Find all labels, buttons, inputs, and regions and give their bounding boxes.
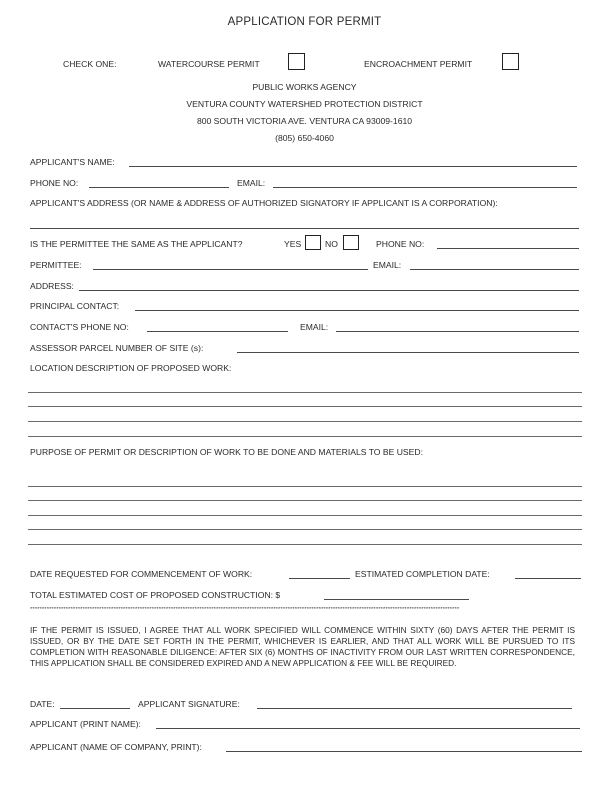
purpose-line-1[interactable] <box>28 486 582 487</box>
applicant-address-field[interactable] <box>30 228 579 229</box>
no-checkbox[interactable] <box>343 235 359 250</box>
email-label: EMAIL: <box>237 178 266 188</box>
purpose-line-4[interactable] <box>28 529 582 530</box>
yes-checkbox[interactable] <box>305 235 321 250</box>
phone-label: PHONE NO: <box>30 178 79 188</box>
location-description-label: LOCATION DESCRIPTION OF PROPOSED WORK: <box>30 363 232 373</box>
phone-label-2: PHONE NO: <box>376 239 425 249</box>
location-line-1[interactable] <box>28 392 582 393</box>
date-field[interactable] <box>60 708 130 709</box>
agreement-text: IF THE PERMIT IS ISSUED, I AGREE THAT ALL WORK SPECIFIED WILL COMMENCE WITHIN SIXTY (60) DAYS AFTER THE PERMIT IS ISSUED, OR BY THE DATE SET FORTH IN THE PERMIT, WHICHEVER IS EARLIER, AND THAT ALL WORK WILL BE PURSUED TO ITS COMPLETION WITH REASONABLE DILIGENCE: AFTER SIX (6) MONTHS OF INACTIVITY FROM OUR LAST WRITTEN CORRESPONDENCE, THIS APPLICATION SHALL BE CONSIDERED EXPIRED AND A NEW APPLICATION & FEE WILL BE REQUIRED. <box>30 625 575 668</box>
location-line-3[interactable] <box>28 421 582 422</box>
email-field[interactable] <box>273 187 577 188</box>
watercourse-permit-label: WATERCOURSE PERMIT <box>158 59 260 69</box>
email-field-3[interactable] <box>336 331 579 332</box>
total-cost-label: TOTAL ESTIMATED COST OF PROPOSED CONSTRUCTION: $ <box>30 590 281 600</box>
agency-address: 800 SOUTH VICTORIA AVE. VENTURA CA 93009-1610 <box>196 116 413 126</box>
applicant-name-label: APPLICANT'S NAME: <box>30 157 115 167</box>
yes-label: YES <box>284 239 302 249</box>
assessor-parcel-label: ASSESSOR PARCEL NUMBER OF SITE (s): <box>30 343 204 353</box>
phone-field-2[interactable] <box>437 248 579 249</box>
encroachment-permit-label: ENCROACHMENT PERMIT <box>364 59 473 69</box>
no-label: NO <box>325 239 338 249</box>
email-field-2[interactable] <box>410 269 579 270</box>
applicant-name-field[interactable] <box>129 166 577 167</box>
applicant-address-label: APPLICANT'S ADDRESS (OR NAME & ADDRESS OF AUTHORIZED SIGNATORY IF APPLICANT IS A CORPORATION): <box>30 198 498 208</box>
contact-phone-label: CONTACT'S PHONE NO: <box>30 322 129 332</box>
agency-name: PUBLIC WORKS AGENCY <box>252 82 357 92</box>
applicant-signature-label: APPLICANT SIGNATURE: <box>138 699 240 709</box>
email-label-2: EMAIL: <box>373 260 402 270</box>
company-name-label: APPLICANT (NAME OF COMPANY, PRINT): <box>30 742 202 752</box>
watercourse-permit-checkbox[interactable] <box>288 53 305 70</box>
assessor-parcel-field[interactable] <box>237 352 579 353</box>
location-line-4[interactable] <box>28 436 582 437</box>
estimated-completion-label: ESTIMATED COMPLETION DATE: <box>355 569 490 579</box>
address-field[interactable] <box>79 290 579 291</box>
applicant-signature-field[interactable] <box>257 708 572 709</box>
date-requested-field[interactable] <box>289 578 350 579</box>
agency-phone: (805) 650-4060 <box>275 133 334 143</box>
purpose-label: PURPOSE OF PERMIT OR DESCRIPTION OF WORK TO BE DONE AND MATERIALS TO BE USED: <box>30 447 423 457</box>
address-label: ADDRESS: <box>30 281 74 291</box>
phone-field[interactable] <box>89 187 229 188</box>
print-name-label: APPLICANT (PRINT NAME): <box>30 719 141 729</box>
contact-phone-field[interactable] <box>147 331 288 332</box>
purpose-line-2[interactable] <box>28 500 582 501</box>
permittee-label: PERMITTEE: <box>30 260 82 270</box>
check-one-label: CHECK ONE: <box>63 59 117 69</box>
print-name-field[interactable] <box>156 728 580 729</box>
permittee-field[interactable] <box>93 269 368 270</box>
encroachment-permit-checkbox[interactable] <box>502 53 519 70</box>
purpose-line-3[interactable] <box>28 515 582 516</box>
total-cost-field[interactable] <box>324 599 469 600</box>
purpose-line-5[interactable] <box>28 544 582 545</box>
principal-contact-label: PRINCIPAL CONTACT: <box>30 301 120 311</box>
page-title: APPLICATION FOR PERMIT <box>227 16 382 28</box>
email-label-3: EMAIL: <box>300 322 329 332</box>
date-label: DATE: <box>30 699 55 709</box>
separator: ************************************************************************************************************************************************************************************ <box>30 607 460 613</box>
location-line-2[interactable] <box>28 406 582 407</box>
estimated-completion-field[interactable] <box>515 578 581 579</box>
date-requested-label: DATE REQUESTED FOR COMMENCEMENT OF WORK: <box>30 569 253 579</box>
district-name: VENTURA COUNTY WATERSHED PROTECTION DISTRICT <box>186 99 423 109</box>
permittee-same-question: IS THE PERMITTEE THE SAME AS THE APPLICANT? <box>30 239 243 249</box>
principal-contact-field[interactable] <box>135 310 579 311</box>
company-name-field[interactable] <box>226 751 582 752</box>
